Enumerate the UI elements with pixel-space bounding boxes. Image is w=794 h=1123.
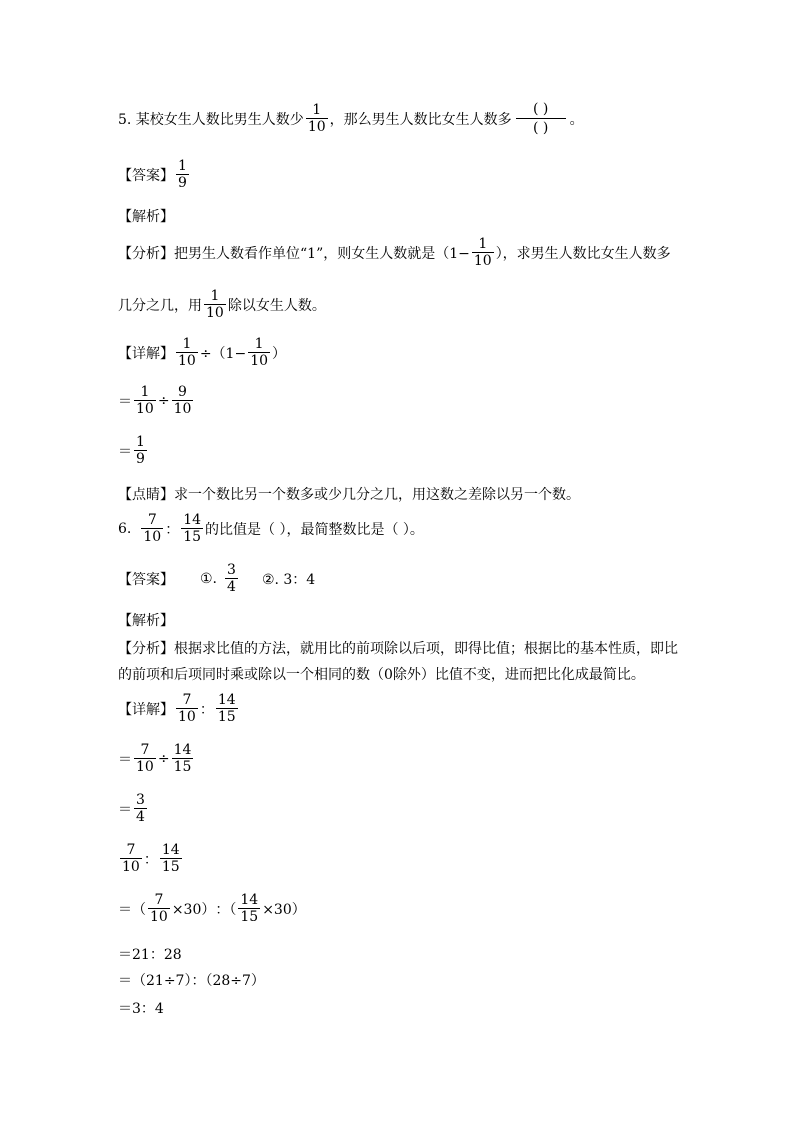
q6-answer: 【答案】 ①. 3 4 ②. 3：4 <box>118 562 316 595</box>
q6-detail-line2: ＝ $\frac{7}{10}$ ÷ $\frac{14}{15}$ <box>118 742 192 775</box>
q6-jiexi-tag: 【解析】 <box>118 613 174 629</box>
q5-point: 【点睛】 求一个数比另一个数多或少几分之几，用这数之差除以另一个数。 <box>118 487 580 503</box>
q6-detail-line5: ＝（ $\frac{7}{10}$ ×30） ：（ $\frac{14}{15}$ ×30） <box>118 892 306 925</box>
q6-detail-line7: ＝（21÷7）：（28÷7） <box>118 973 265 989</box>
q6-detail-line3: ＝ 3 4 <box>118 792 145 825</box>
q5-jiexi-tag: 【解析】 <box>118 209 174 225</box>
q6-detail-line1: 【详解】 7 10 ： 14 15 <box>118 692 236 725</box>
q5-answer: 【答案】 1 9 <box>118 158 187 191</box>
q5-detail-line2: ＝ $\frac{1}{10}$ ÷ $\frac{9}{10}$ <box>118 384 192 417</box>
q5-detail-line3: ＝ 1 9 <box>118 434 145 467</box>
q6-analysis-line2: 的前项和后项同时乘或除以一个相同的数（0除外）比值不变，进而把比化成最简比。 <box>118 667 645 683</box>
q5-answer-fraction: 1 9 <box>178 158 187 191</box>
q6-stem: 6. 7 10 ： 14 15 的比值是（ ），最简整数比是（ ）。 <box>118 512 424 545</box>
q5-stem-fraction: 1 10 <box>307 102 326 135</box>
q5-detail-line1: 【详解】 $\frac{1}{10}$ ÷（1− $\frac{1}{10}$ ） <box>118 336 287 369</box>
q5-stem: 5. 某校女生人数比男生人数少 1 10 ，那么男生人数比女生人数多 ( ) ( ) 。 <box>118 101 584 136</box>
q6-analysis-line1: 【分析】 根据求比值的方法，就用比的前项除以后项，即得比值；根据比的基本性质，即比 <box>118 641 678 657</box>
q5-analysis-line2: 几分之几，用 1 10 除以女生人数。 <box>118 288 326 321</box>
q5-stem-text-a: 5. 某校女生人数比男生人数少 <box>118 111 304 128</box>
q5-stem-text-b: ，那么男生人数比女生人数多 <box>329 111 512 128</box>
q6-detail-line8: ＝3：4 <box>118 1001 164 1017</box>
q6-detail-line6: ＝21：28 <box>118 947 182 963</box>
q5-analysis-line1: 【分析】 把男生人数看作单位“1”，则女生人数就是（1− $\frac{1}{10}$ ），求男生人数比女生人数多 <box>118 236 671 269</box>
q6-detail-line4: 7 10 ： 14 15 <box>122 842 180 875</box>
q5-answer-blank: ( ) ( ) <box>516 100 566 137</box>
